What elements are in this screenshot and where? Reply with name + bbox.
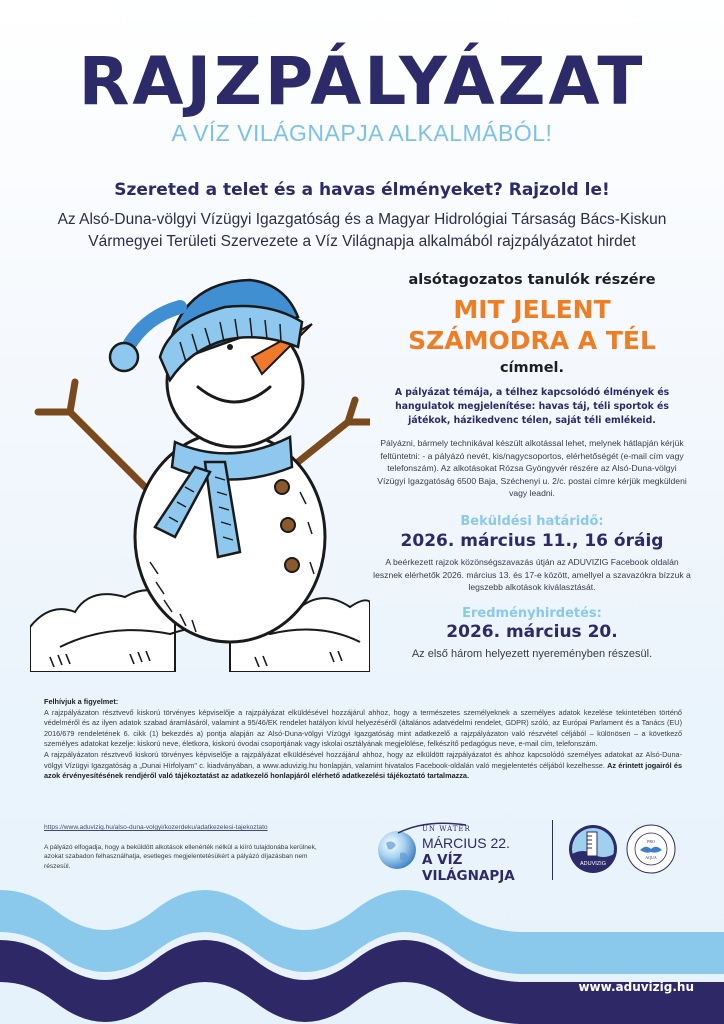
privacy-notice <box>44 697 682 782</box>
prize-info: Az első három helyezett nyereményben részesül. <box>411 647 653 660</box>
tagline: Szereted a telet és a havas élményeket? Rajzold le! <box>114 180 610 200</box>
stick-arm-right <box>298 400 370 462</box>
hydrological-society-logo <box>626 824 676 874</box>
notice-paragraph-2-bold: Az érintett jogairól és azok érvényesítésének rendjéről való tájékoztatást az adatkezelő honlapjáról elérhető adatkezelési tájékoztató tartalmazza. <box>44 760 683 781</box>
poster-subtitle: A VÍZ VILÁGNAPJA ALKALMÁBÓL! <box>171 120 553 146</box>
world-water-day-logo <box>376 821 551 884</box>
competition-details <box>372 272 692 660</box>
theme-title <box>372 294 692 356</box>
mht-pro-label: PRO <box>647 839 655 844</box>
mht-aqua-label: AQUA <box>645 855 657 860</box>
result-label: Eredményhirdetés: <box>462 605 602 621</box>
notice-paragraph-2-text: A rajzpályázaton résztvevő kiskorú törvényes képviselője a rajzpályázat elküldésével hozzájárul ahhoz, hogy az elküldött rajzpályázatot és ahhoz kapcsolódó személyes adatokat az Alsó-Duna-völgyi Vízügyi Igazgatóság a „Dunai Hírfolyam" c. kiadványában, a www.aduvizig.hu honlapján, valamint hivatalos Facebook-oldalán való megjelentetés céljából kezelhesse. <box>44 749 682 770</box>
theme-title-line1: MIT JELENT <box>453 295 611 324</box>
website-url[interactable]: www.aduvizig.hu <box>578 980 694 994</box>
logo-divider <box>552 820 553 880</box>
intro-text: Az Alsó-Duna-völgyi Vízügyi Igazgatóság és a Magyar Hidrológiai Társaság Bács-Kiskun Vármegyei Területi Szervezete a Víz Világnapja alkalmából rajzpályázatot hirdet <box>57 211 667 250</box>
theme-title-line2: SZÁMODRA A TÉL <box>408 326 656 355</box>
voting-info: A beérkezett rajzok közönségszavazás útján az ADUVIZIG Facebook oldalán lesznek elérhetők 2026. március 13. és 17-e között, amellyel a szavazókra bízzuk a legszebb alkotások kiválasztását. <box>373 556 691 593</box>
deadline-date: 2026. március 11., 16 óráig <box>400 530 664 551</box>
snowman-illustration <box>30 262 370 672</box>
un-water-label: UN WATER <box>422 825 471 833</box>
wave-decoration <box>0 880 724 1024</box>
submission-instructions: Pályázni, bármely technikával készült alkotással lehet, melynek hátlapján kérjük feltüntetni: - a pályázó nevét, kis/nagycsoportos, elérhetőségét (e-mail cím vagy telefonszám). Az alkotásokat Rózsa Gyöngyvér részére az Alsó-Duna-völgyi Vízügyi Igazgatóság 6500 Baja, Széchenyi u. 2/c. postai címre kérjük megküldeni vagy leadni. <box>377 438 687 499</box>
aduvizig-label: ADUVIZIG <box>580 861 606 867</box>
target-audience: alsótagozatos tanulók részére <box>408 272 656 288</box>
theme-description: A pályázat témája, a télhez kapcsolódó élmények és hangulatok megjelenítése: havas táj, téli sportok és játékok, házikedvenc télen, saját téli emlékeid. <box>394 387 670 426</box>
poster-title: RAJZPÁLYÁZAT <box>78 43 646 120</box>
stick-arm-left <box>38 382 145 487</box>
world-water-day-name: A VÍZ VILÁGNAPJA <box>422 852 515 884</box>
aduvizig-logo <box>568 824 618 874</box>
world-water-day-date: MÁRCIUS 22. <box>422 835 510 851</box>
notice-paragraph-1: A rajzpályázaton résztvevő kiskorú törvényes képviselője a rajzpályázat elküldésével hozzájárul ahhoz, hogy a természetes személyeknek a személyes adatok kezelése tekintetében történő védelméről és az ilyen adatok szabad áramlásáról, valamint a 95/46/EK rendelet hatályon kívül helyezéséről (általános adatvédelmi rendelet, GDPR) szóló, az Európai Parlament és a Tanács (EU) 2016/679 rendeletének 6. cikk (1) bekezdés a) pontja alapján az Alsó-Duna-völgyi Vízügyi Igazgatóság mint adatkezelő a rajzpályázaton való részvétel céljából – különösen – a következő személyes adatokat kezelje: kiskorú neve, életkora, kiskorú óvodai csoportjának vagy iskolai osztályának megjelölése, felkészítő pedagógus neve, e-mail cím, telefonszám. <box>44 707 682 749</box>
result-date: 2026. március 20. <box>446 621 618 642</box>
notice-paragraph-2 <box>44 750 682 782</box>
notice-heading: Felhívjuk a figyelmet: <box>44 697 119 706</box>
globe-icon <box>376 829 418 871</box>
privacy-policy-link[interactable]: https://www.aduvizig.hu/also-duna-volgyi/kozerdeku/adatkezelesi-tajekoztato <box>44 824 268 831</box>
rights-waiver: A pályázó elfogadja, hogy a beküldött alkotások ellenérték nélkül a kiíró tulajdonába kerülnek, azokat szabadon felhasználhatja, esetleges megjelentetésükért a pályázó díjazásban nem részesül. <box>44 844 317 870</box>
deadline-label: Beküldési határidő: <box>460 513 604 529</box>
theme-suffix: címmel. <box>499 360 565 376</box>
